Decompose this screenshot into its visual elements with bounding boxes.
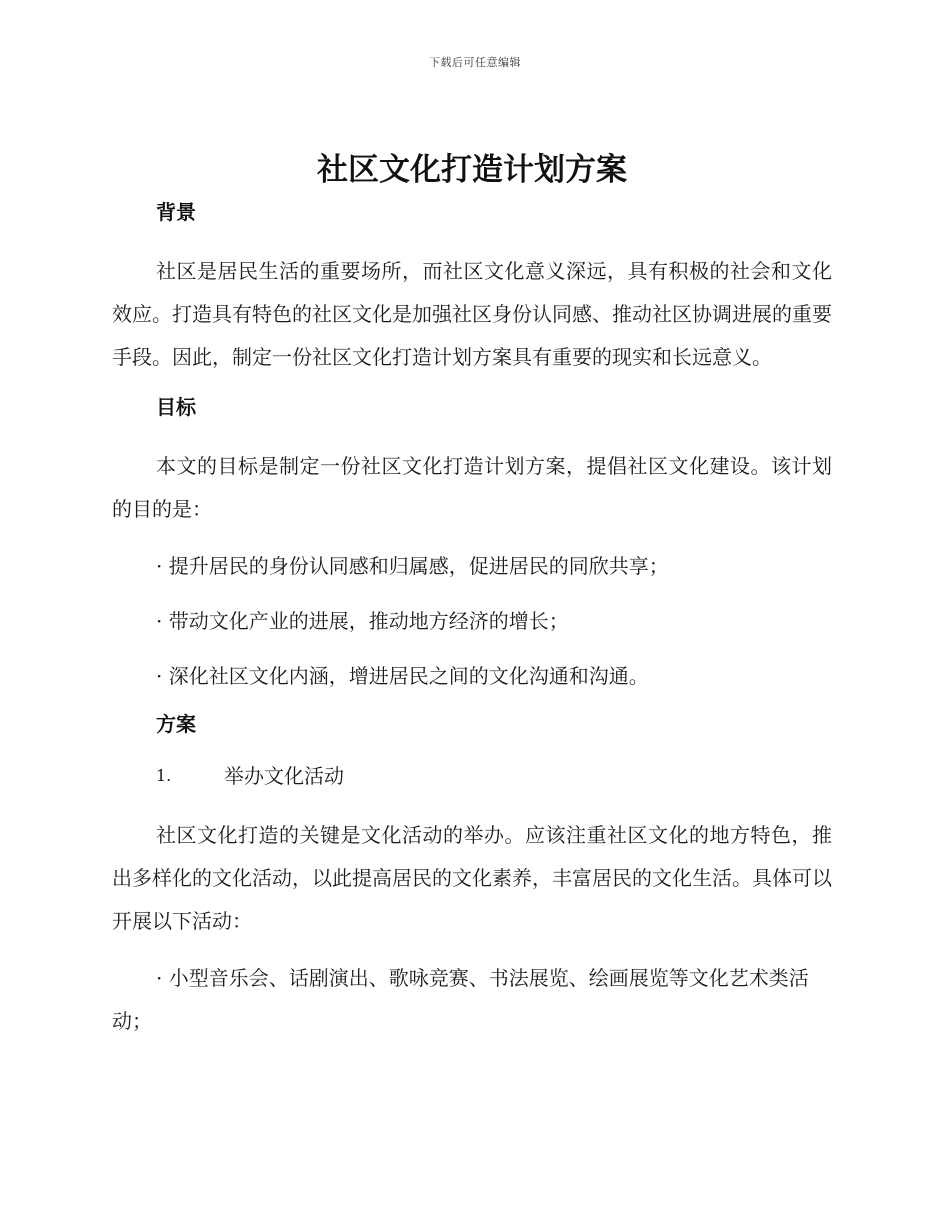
section-heading-background: 背景 — [156, 200, 196, 224]
plan-bullet-1: · 小型音乐会、话剧演出、歌咏竞赛、书法展览、绘画展览等文化艺术类活动； — [112, 966, 809, 1033]
plan-paragraph: 社区文化打造的关键是文化活动的举办。应该注重社区文化的地方特色，推出多样化的文化活动，以此提高居民的文化素养，丰富居民的文化生活。具体可以开展以下活动： — [112, 823, 832, 933]
plan-item-number: 1. — [156, 766, 172, 785]
goals-paragraph: 本文的目标是制定一份社区文化打造计划方案，提倡社区文化建设。该计划的目的是： — [112, 454, 832, 521]
document-body — [112, 148, 832, 1055]
section-heading-plan: 方案 — [156, 712, 196, 736]
goal-bullet-1: · 提升居民的身份认同感和归属感，促进居民的同欣共享； — [156, 554, 669, 578]
plan-item-title: 举办文化活动 — [224, 764, 344, 788]
background-paragraph: 社区是居民生活的重要场所，而社区文化意义深远，具有积极的社会和文化效应。打造具有特色的社区文化是加强社区身份认同感、推动社区协调进展的重要手段。因此，制定一份社区文化打造计划方案具有重要的现实和长远意义。 — [112, 259, 832, 369]
plan-item-1 — [112, 762, 832, 790]
goal-bullet-3: · 深化社区文化内涵，增进居民之间的文化沟通和沟通。 — [156, 664, 649, 688]
section-heading-goals: 目标 — [156, 395, 196, 419]
header-watermark: 下载后可任意编辑 — [429, 56, 521, 69]
document-title: 社区文化打造计划方案 — [317, 152, 627, 188]
goal-bullet-2: · 带动文化产业的进展，推动地方经济的增长； — [156, 609, 569, 633]
